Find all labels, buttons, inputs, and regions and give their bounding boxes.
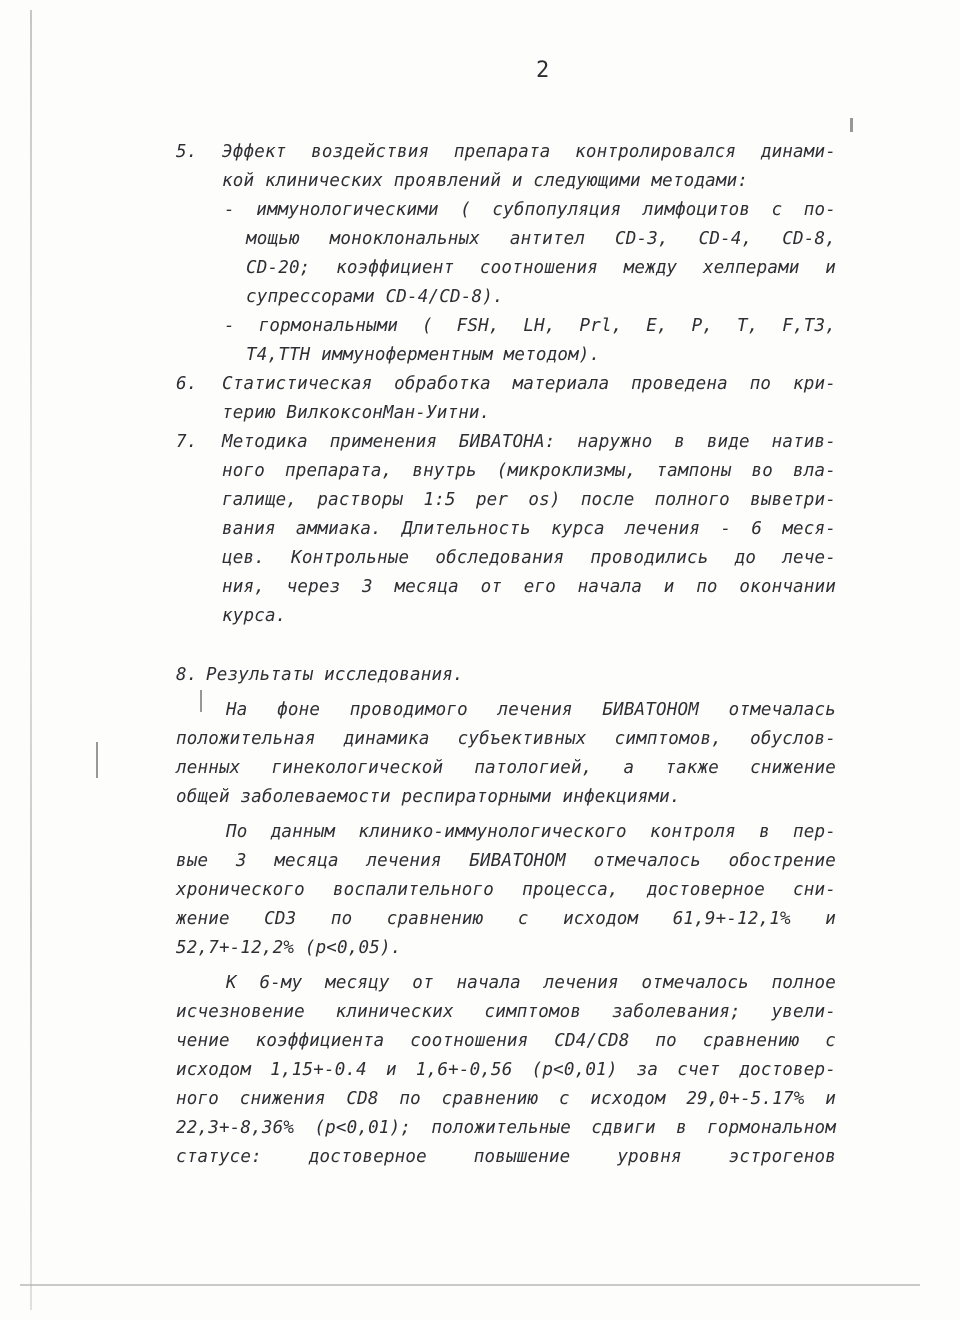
section-title: Результаты исследования. <box>206 665 464 685</box>
text-line: статусе: достоверное повышение уровня эстрогенов <box>176 1147 836 1167</box>
item-number: 7. <box>176 432 198 452</box>
text-line: Эффект воздействия препарата контролировался динами- <box>222 142 836 162</box>
text-line: терию ВилкоксонМан-Уитни. <box>222 403 491 423</box>
text-line: Методика применения БИВАТОНА: наружно в виде натив- <box>222 432 836 452</box>
text-line: По данным клинико-иммунологического контроля в пер- <box>226 822 836 842</box>
text-line: ного снижения CD8 по сравнению с исходом 29,0+-5.17% и <box>176 1089 836 1109</box>
text-line: исчезновение клинических симптомов заболевания; увели- <box>176 1002 836 1022</box>
text-line: галище, растворы 1:5 per os) после полного выветри- <box>222 490 836 510</box>
spacer <box>176 631 836 661</box>
item-number: 6. <box>176 374 198 394</box>
list-item-6 <box>176 370 836 428</box>
text-line: супрессорами CD-4/CD-8). <box>246 287 504 307</box>
text-line: К 6-му месяцу от начала лечения отмечалось полное <box>226 973 836 993</box>
paragraph <box>176 696 836 812</box>
text-line: жение CD3 по сравнению с исходом 61,9+-12,1% и <box>176 909 836 929</box>
text-line: хронического воспалительного процесса, достоверное сни- <box>176 880 836 900</box>
scan-bottom-edge <box>20 1284 920 1286</box>
text-line: 52,7+-12,2% (p<0,05). <box>176 938 402 958</box>
sub-item-hormonal <box>176 312 836 370</box>
section-number: 8. <box>176 665 198 685</box>
text-line: T4,TTH иммуноферментным методом). <box>246 345 601 365</box>
text-line: кой клинических проявлений и следующими методами: <box>222 171 749 191</box>
text-line: общей заболеваемости респираторными инфекциями. <box>176 787 681 807</box>
item-number: 5. <box>176 142 198 162</box>
text-line: ленных гинекологической патологией, а также снижение <box>176 758 836 778</box>
page-number: 2 <box>536 58 550 83</box>
text-line: исходом 1,15+-0.4 и 1,6+-0,56 (p<0,01) за счет достовер- <box>176 1060 836 1080</box>
text-line: - иммунологическими ( субпопуляция лимфоцитов с по- <box>224 200 836 220</box>
text-line: мощью моноклональных антител CD-3, CD-4, CD-8, <box>246 229 836 249</box>
section-heading <box>176 661 836 690</box>
scan-mark <box>850 118 853 132</box>
text-line: ния, через 3 месяца от его начала и по окончании <box>222 577 836 597</box>
text-line: ного препарата, внутрь (микроклизмы, тампоны во вла- <box>222 461 836 481</box>
text-line: - гормональными ( FSH, LH, Prl, E, P, T, F,T3, <box>224 316 836 336</box>
text-line: вые 3 месяца лечения БИВАТОНОМ отмечалось обострение <box>176 851 836 871</box>
text-line: На фоне проводимого лечения БИВАТОНОМ отмечалась <box>226 700 836 720</box>
item-text <box>222 138 836 196</box>
scan-mark <box>96 742 98 778</box>
text-line: цев. Контрольные обследования проводились до лече- <box>222 548 836 568</box>
text-line: чение коэффициента соотношения CD4/CD8 по сравнению с <box>176 1031 836 1051</box>
scan-left-edge <box>30 10 32 1310</box>
text-line: вания аммиака. Длительность курса лечения - 6 меся- <box>222 519 836 539</box>
text-line: CD-20; коэффициент соотношения между хелперами и <box>246 258 836 278</box>
text-line: курса. <box>222 606 287 626</box>
text-line: 22,3+-8,36% (p<0,01); положительные сдвиги в гормональном <box>176 1118 836 1138</box>
list-item-7 <box>176 428 836 631</box>
text-line: Статистическая обработка материала проведена по кри- <box>222 374 836 394</box>
list-item-5 <box>176 138 836 196</box>
item-text <box>222 370 836 428</box>
document-body <box>176 138 836 1172</box>
item-text <box>222 428 836 631</box>
paragraph <box>176 969 836 1172</box>
text-line: положительная динамика субъективных симптомов, обуслов- <box>176 729 836 749</box>
sub-item-immunological <box>176 196 836 312</box>
paragraph <box>176 818 836 963</box>
